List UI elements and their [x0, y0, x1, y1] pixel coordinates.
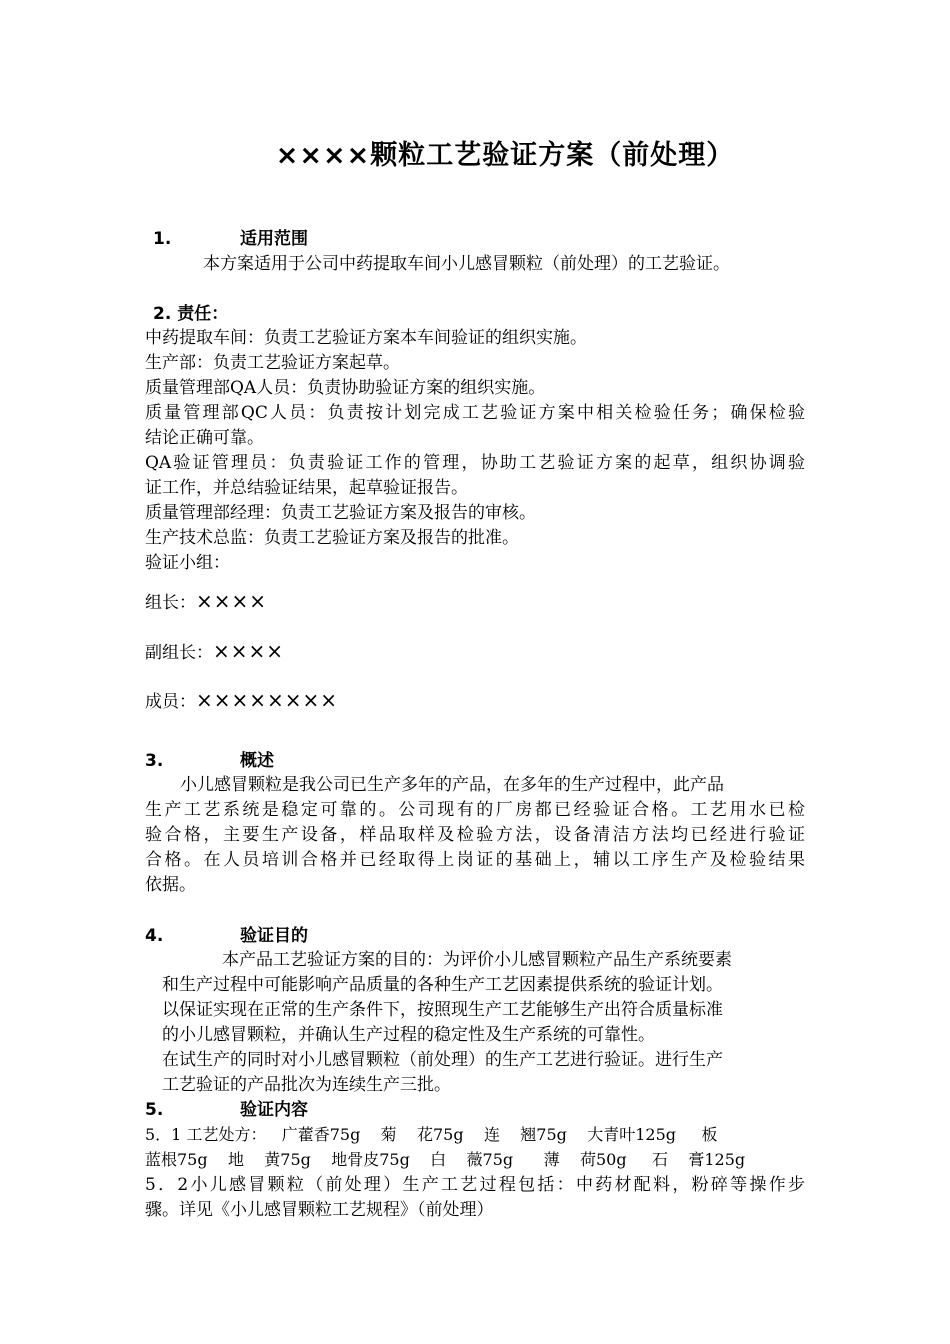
section-4-line: 在试生产的同时对小儿感冒颗粒（前处理）的生产工艺进行验证。进行生产 [162, 1050, 723, 1070]
section-5-line: 5．2小儿感冒颗粒（前处理）生产工艺过程包括：中药材配料，粉碎等操作步 [145, 1175, 805, 1195]
section-3-line: 依据。 [145, 875, 196, 895]
members-label: 成员： [145, 692, 196, 712]
section-2-line: 中药提取车间：负责工艺验证方案本车间验证的组织实施。 [145, 328, 587, 348]
section-2-line: 结论正确可靠。 [145, 428, 264, 448]
section-3-line: 生产工艺系统是稳定可靠的。公司现有的厂房都已经验证合格。工艺用水已检 [145, 800, 805, 820]
section-5-line: 5．1 工艺处方： 广藿香75g 菊 花75g 连 翘75g 大青叶125g 板 [145, 1125, 718, 1144]
section-1-number: 1. [153, 229, 172, 249]
section-5-heading: 验证内容 [240, 1100, 308, 1120]
section-2-line: QA验证管理员：负责验证工作的管理，协助工艺验证方案的起草，组织协调验 [145, 453, 805, 473]
members-row [145, 690, 338, 712]
section-2-heading: 2. 责任： [153, 304, 229, 324]
leader-value: ×××× [196, 589, 268, 613]
section-1-heading: 适用范围 [240, 229, 308, 249]
section-3-heading: 概述 [240, 751, 274, 771]
leader-label: 组长： [145, 593, 196, 613]
section-4-line: 和生产过程中可能影响产品质量的各种生产工艺因素提供系统的验证计划。 [162, 975, 723, 995]
section-2-line: 生产部：负责工艺验证方案起草。 [145, 353, 400, 373]
section-4-line: 以保证实现在正常的生产条件下，按照现生产工艺能够生产出符合质量标准 [162, 1000, 723, 1020]
section-3-line: 验合格，主要生产设备，样品取样及检验方法，设备清洁方法均已经进行验证 [145, 825, 805, 845]
deputy-label: 副组长： [145, 643, 213, 663]
section-2-line: 质量管理部经理：负责工艺验证方案及报告的审核。 [145, 503, 536, 523]
section-2-line: 质量管理部QA人员：负责协助验证方案的组织实施。 [145, 378, 546, 398]
document-title: ××××颗粒工艺验证方案（前处理） [275, 140, 735, 171]
deputy-value: ×××× [213, 639, 285, 663]
section-4-number: 4. [145, 926, 164, 946]
section-4-line: 工艺验证的产品批次为连续生产三批。 [162, 1075, 451, 1095]
section-2-line: 验证小组： [145, 553, 230, 573]
section-3-line: 合格。在人员培训合格并已经取得上岗证的基础上，辅以工序生产及检验结果 [145, 850, 805, 870]
section-1-text: 本方案适用于公司中药提取车间小儿感冒颗粒（前处理）的工艺验证。 [203, 254, 730, 274]
leader-row [145, 591, 267, 613]
section-2-line: 质量管理部QC人员：负责按计划完成工艺验证方案中相关检验任务；确保检验 [145, 403, 805, 423]
section-4-line: 本产品工艺验证方案的目的：为评价小儿感冒颗粒产品生产系统要素 [222, 950, 732, 970]
section-5-line: 蓝根75g 地 黄75g 地骨皮75g 白 薇75g 薄 荷50g 石 膏125g [145, 1150, 746, 1169]
section-3-line: 小儿感冒颗粒是我公司已生产多年的产品，在多年的生产过程中，此产品 [180, 775, 724, 795]
deputy-row [145, 641, 284, 663]
section-5-number: 5. [145, 1100, 164, 1120]
section-3-number: 3. [145, 751, 164, 771]
section-2-line: 证工作，并总结验证结果，起草验证报告。 [145, 478, 468, 498]
section-4-line: 的小儿感冒颗粒，并确认生产过程的稳定性及生产系统的可靠性。 [162, 1025, 655, 1045]
members-value: ×××××××× [196, 688, 339, 712]
section-2-line: 生产技术总监：负责工艺验证方案及报告的批准。 [145, 528, 519, 548]
section-4-heading: 验证目的 [240, 926, 308, 946]
section-5-line: 骤。详见《小儿感冒颗粒工艺规程》（前处理） [145, 1200, 494, 1220]
